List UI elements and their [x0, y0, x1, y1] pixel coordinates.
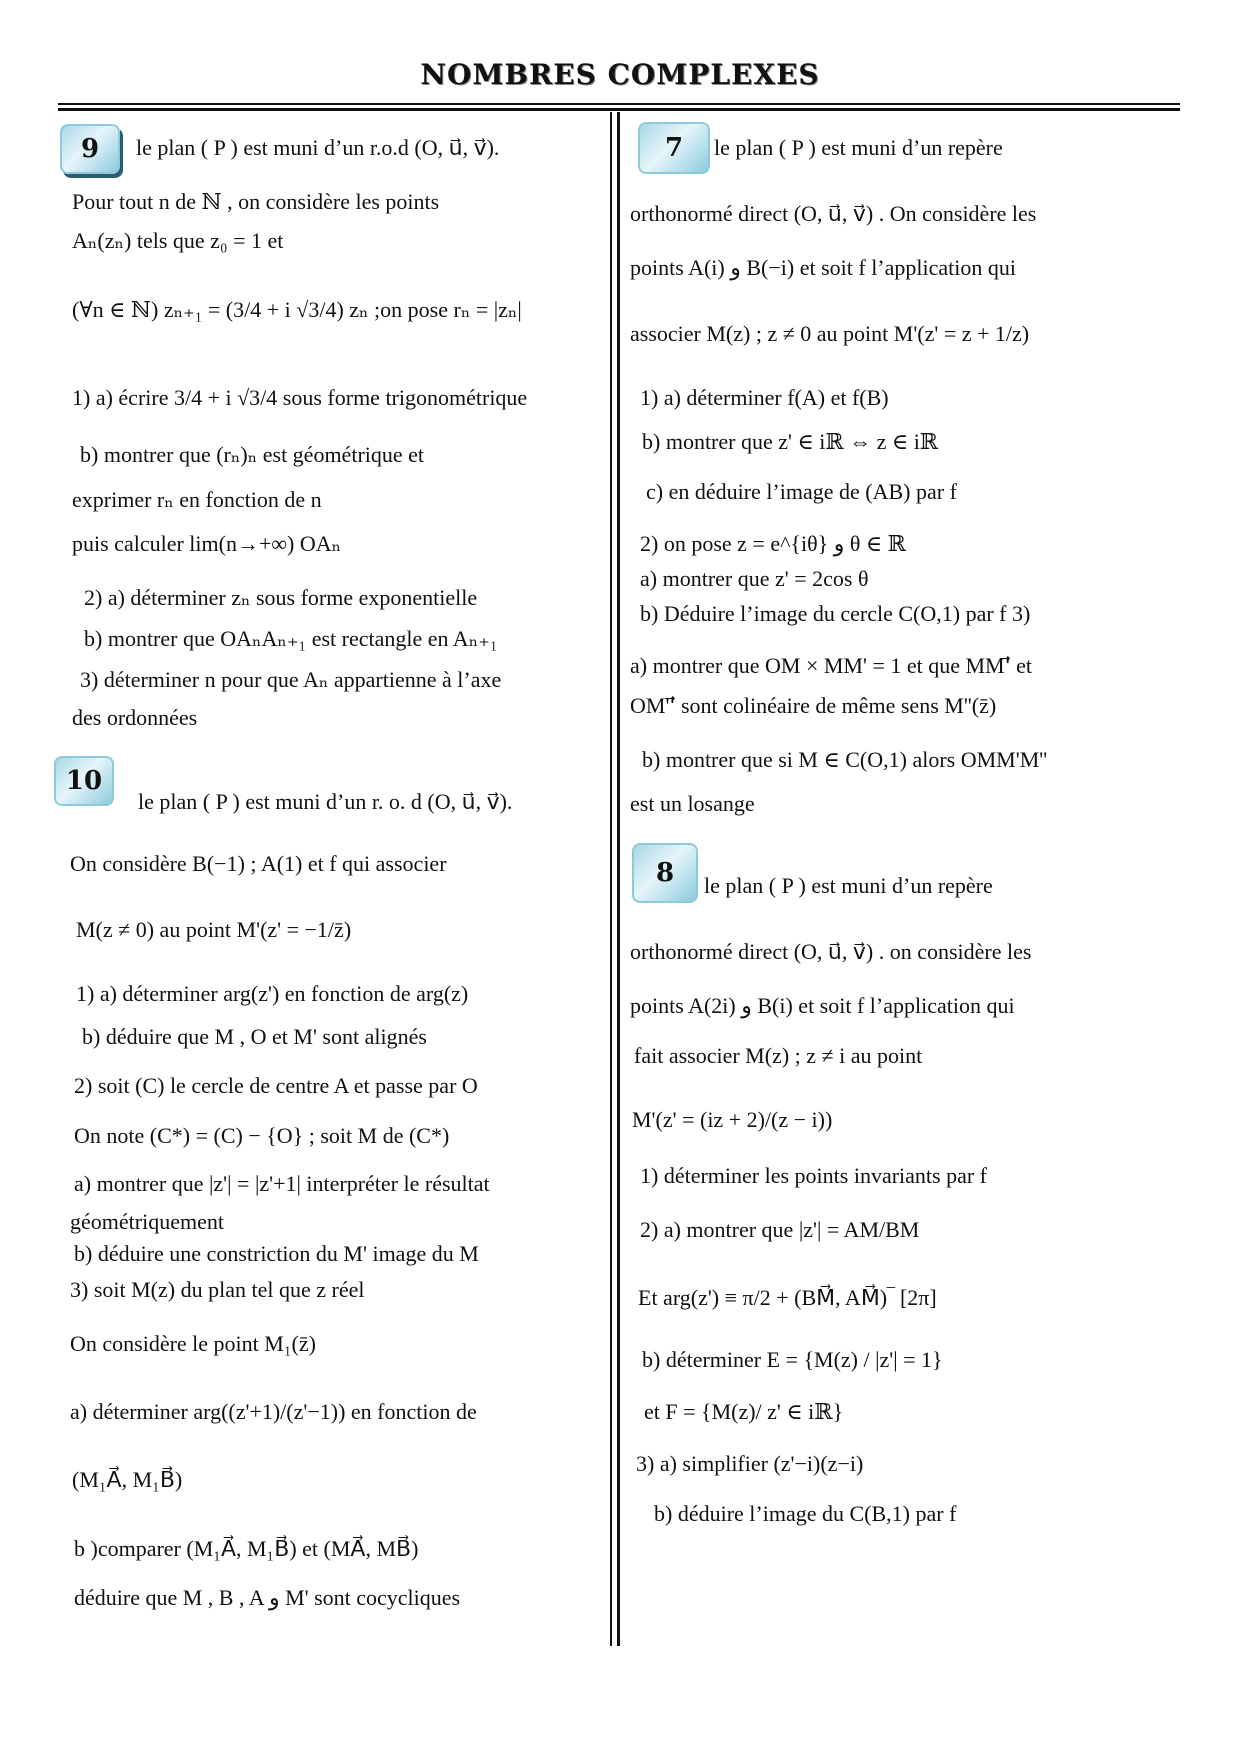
ex8-line-12: b) déduire l’image du C(B,1) par f [654, 1501, 957, 1526]
ex9-line-3: Aₙ(zₙ) tels que z₀ = 1 et [72, 228, 284, 253]
ex7-line-3: points A(i) و B(−i) et soit f l’application qui [630, 255, 1016, 280]
exercise-badge-7 [638, 122, 710, 174]
ex8-line-7: 2) a) montrer que |z'| = AM/BM [640, 1217, 920, 1242]
ex7-line-13: b) montrer que si M ∈ C(O,1) alors OMM'M'' [642, 747, 1048, 772]
ex9-line-12: des ordonnées [72, 705, 198, 730]
ex9-line-4: (∀n ∈ ℕ) zₙ₊₁ = (3/4 + i √3/4) zₙ ;on pose rₙ = |zₙ| [72, 297, 522, 322]
ex10-line-6: 2) soit (C) le cercle de centre A et passe par O [74, 1073, 478, 1098]
ex10-line-7: On note (C*) = (C) − {O} ; soit M de (C*) [74, 1123, 450, 1148]
ex10-line-1: le plan ( P ) est muni d’un r. o. d (O, u⃗, v⃗). [138, 789, 513, 814]
ex8-line-3: points A(2i) و B(i) et soit f l’application qui [630, 993, 1015, 1018]
ex9-line-11: 3) déterminer n pour que Aₙ appartienne à l’axe [80, 667, 502, 692]
page-title: NOMBRES COMPLEXES [420, 58, 820, 91]
right-column [620, 0, 1180, 1754]
ex10-line-15: b )comparer (M₁A⃗, M₁B⃗) et (MA⃗, MB⃗) [74, 1536, 419, 1561]
ex9-line-7: exprimer rₙ en fonction de n [72, 487, 322, 512]
ex7-line-2: orthonormé direct (O, u⃗, v⃗) . On considère les [630, 201, 1037, 226]
ex10-line-8: a) montrer que |z'| = |z'+1| interpréter le résultat [74, 1171, 490, 1196]
ex8-line-11: 3) a) simplifier (z'−i)(z−i) [636, 1451, 864, 1476]
ex7-line-7: c) en déduire l’image de (AB) par f [646, 479, 957, 504]
ex7-line-8: 2) on pose z = e^{iθ} و θ ∈ ℝ [640, 531, 906, 556]
ex7-line-12: OM''⃗ sont colinéaire de même sens M''(z̄) [630, 693, 997, 718]
ex7-line-1: le plan ( P ) est muni d’un repère [714, 135, 1003, 160]
ex10-line-16: déduire que M , B , A و M' sont cocycliques [74, 1585, 461, 1610]
ex7-line-4: associer M(z) ; z ≠ 0 au point M'(z' = z + 1/z) [630, 321, 1030, 346]
ex10-line-14: (M₁A⃗, M₁B⃗) [72, 1467, 183, 1492]
ex9-line-1: le plan ( P ) est muni d’un r.o.d (O, u⃗, v⃗). [136, 135, 500, 160]
exercise-number: 10 [65, 766, 103, 796]
ex10-line-9: géométriquement [70, 1209, 224, 1234]
ex8-line-10: et F = {M(z)/ z' ∈ iℝ} [644, 1399, 844, 1424]
ex10-line-12: On considère le point M₁(z̄) [70, 1331, 316, 1356]
exercise-badge-9 [60, 124, 120, 174]
column-divider-thin [610, 112, 612, 1646]
ex9-line-5: 1) a) écrire 3/4 + i √3/4 sous forme trigonométrique [72, 385, 528, 410]
ex7-line-14: est un losange [630, 791, 755, 816]
ex10-line-11: 3) soit M(z) du plan tel que z réel [70, 1277, 365, 1302]
exercise-number: 8 [655, 858, 675, 888]
exercise-badge-8 [632, 843, 698, 903]
exercise-number: 7 [664, 133, 684, 163]
ex8-line-8: Et arg(z') ≡ π/2 + (BM⃗, AM⃗)‾ [2π] [638, 1285, 937, 1310]
ex7-line-10: b) Déduire l’image du cercle C(O,1) par f 3) [640, 601, 1031, 626]
ex8-line-6: 1) déterminer les points invariants par f [640, 1163, 988, 1188]
ex9-line-6: b) montrer que (rₙ)ₙ est géométrique et [80, 442, 425, 467]
ex9-line-10: b) montrer que OAₙAₙ₊₁ est rectangle en Aₙ₊₁ [84, 626, 498, 651]
ex8-line-4: fait associer M(z) ; z ≠ i au point [634, 1043, 923, 1068]
ex9-line-2: Pour tout n de ℕ , on considère les points [72, 189, 440, 214]
ex9-line-9: 2) a) déterminer zₙ sous forme exponentielle [84, 585, 478, 610]
ex10-line-13: a) déterminer arg((z'+1)/(z'−1)) en fonction de [70, 1399, 477, 1424]
ex8-line-5: M'(z' = (iz + 2)/(z − i)) [632, 1107, 833, 1132]
ex7-line-9: a) montrer que z' = 2cos θ [640, 566, 869, 591]
ex7-line-5: 1) a) déterminer f(A) et f(B) [640, 385, 889, 410]
exercise-number: 9 [80, 134, 100, 164]
exercise-badge-10 [54, 756, 114, 806]
ex10-line-10: b) déduire une constriction du M' image du M [74, 1241, 479, 1266]
ex10-line-3: M(z ≠ 0) au point M'(z' = −1/z̄) [76, 917, 352, 942]
ex9-line-8: puis calculer lim(n→+∞) OAₙ [72, 531, 342, 556]
ex8-line-9: b) déterminer E = {M(z) / |z'| = 1} [642, 1347, 943, 1372]
ex7-line-6: b) montrer que z' ∈ iℝ ⇔ z ∈ iℝ [642, 429, 939, 454]
ex8-line-1: le plan ( P ) est muni d’un repère [704, 873, 993, 898]
ex8-line-2: orthonormé direct (O, u⃗, v⃗) . on considère les [630, 939, 1032, 964]
ex7-line-11: a) montrer que OM × MM' = 1 et que MM'⃗ et [630, 653, 1033, 678]
ex10-line-5: b) déduire que M , O et M' sont alignés [82, 1024, 427, 1049]
left-column [0, 0, 610, 1754]
ex10-line-4: 1) a) déterminer arg(z') en fonction de arg(z) [76, 981, 469, 1006]
ex10-line-2: On considère B(−1) ; A(1) et f qui associer [70, 851, 447, 876]
